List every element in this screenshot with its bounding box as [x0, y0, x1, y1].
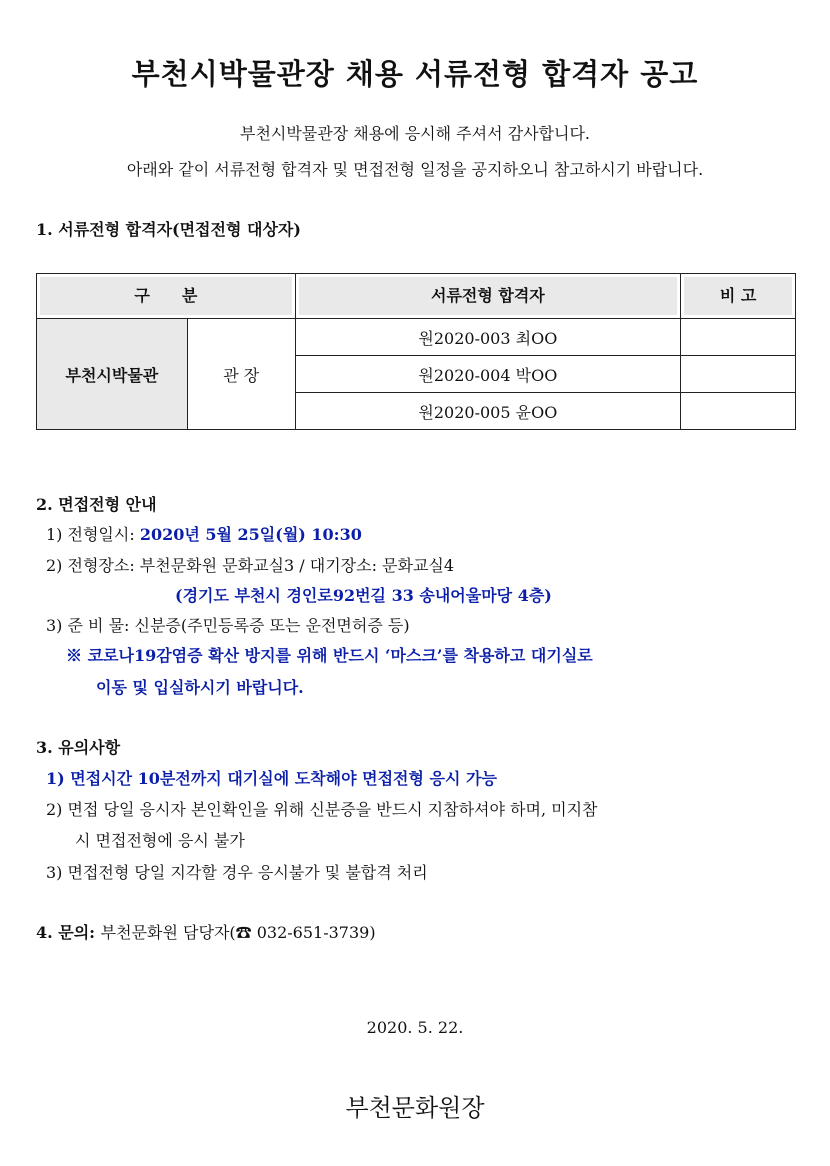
section-3-heading: 3. 유의사항: [36, 738, 121, 757]
header-remarks: 비 고: [681, 274, 796, 319]
note-cell: [681, 319, 796, 356]
mask-notice-line-2: 이동 및 입실하시기 바랍니다.: [96, 678, 304, 697]
candidate-cell: 원2020-003 최OO: [295, 319, 680, 356]
interview-datetime-label: 1) 전형일시:: [46, 525, 140, 544]
required-items: 3) 준 비 물: 신분증(주민등록증 또는 운전면허증 등): [46, 616, 410, 635]
intro-line-2: 아래와 같이 서류전형 합격자 및 면접전형 일정을 공지하오니 참고하시기 바랍니다.: [126, 160, 704, 179]
note-cell: [681, 356, 796, 393]
contact-label: 4. 문의:: [36, 923, 101, 942]
header-category: 구 분: [37, 274, 296, 319]
org-cell: 부천시박물관: [37, 319, 188, 430]
interview-datetime: [46, 522, 362, 545]
caution-item-2-line-2: 시 면접전형에 응시 불가: [75, 831, 245, 850]
contact-value: 부천문화원 담당자(☎ 032-651-3739): [100, 923, 376, 942]
signature: 부천문화원장: [345, 1094, 485, 1122]
position-cell: 관 장: [187, 319, 295, 430]
result-table: [36, 273, 796, 430]
table-row: [37, 319, 796, 356]
caution-item-1: 1) 면접시간 10분전까지 대기실에 도착해야 면접전형 응시 가능: [46, 769, 497, 788]
interview-datetime-value: 2020년 5월 25일(월) 10:30: [139, 525, 362, 544]
mask-notice-line-1: ※ 코로나19감염증 확산 방지를 위해 반드시 ‘마스크’를 착용하고 대기실로: [66, 646, 593, 665]
contact-info: [36, 920, 376, 943]
page-title: 부천시박물관장 채용 서류전형 합격자 공고: [131, 57, 699, 91]
note-cell: [681, 393, 796, 430]
caution-item-3: 3) 면접전형 당일 지각할 경우 응시불가 및 불합격 처리: [46, 863, 428, 882]
candidate-cell: 원2020-005 윤OO: [295, 393, 680, 430]
caution-item-2-line-1: 2) 면접 당일 응시자 본인확인을 위해 신분증을 반드시 지참하셔야 하며, 미지참: [46, 800, 598, 819]
interview-address: (경기도 부천시 경인로92번길 33 송내어울마당 4층): [175, 586, 552, 605]
interview-location: 2) 전형장소: 부천문화원 문화교실3 / 대기장소: 문화교실4: [46, 556, 455, 575]
intro-line-1: 부천시박물관장 채용에 응시해 주셔서 감사합니다.: [239, 124, 590, 143]
candidate-cell: 원2020-004 박OO: [295, 356, 680, 393]
section-2-heading: 2. 면접전형 안내: [36, 495, 157, 514]
table-header-row: [37, 274, 796, 319]
header-passers: 서류전형 합격자: [295, 274, 680, 319]
notice-date: 2020. 5. 22.: [366, 1018, 464, 1037]
section-1-heading: 1. 서류전형 합격자(면접전형 대상자): [36, 220, 301, 239]
